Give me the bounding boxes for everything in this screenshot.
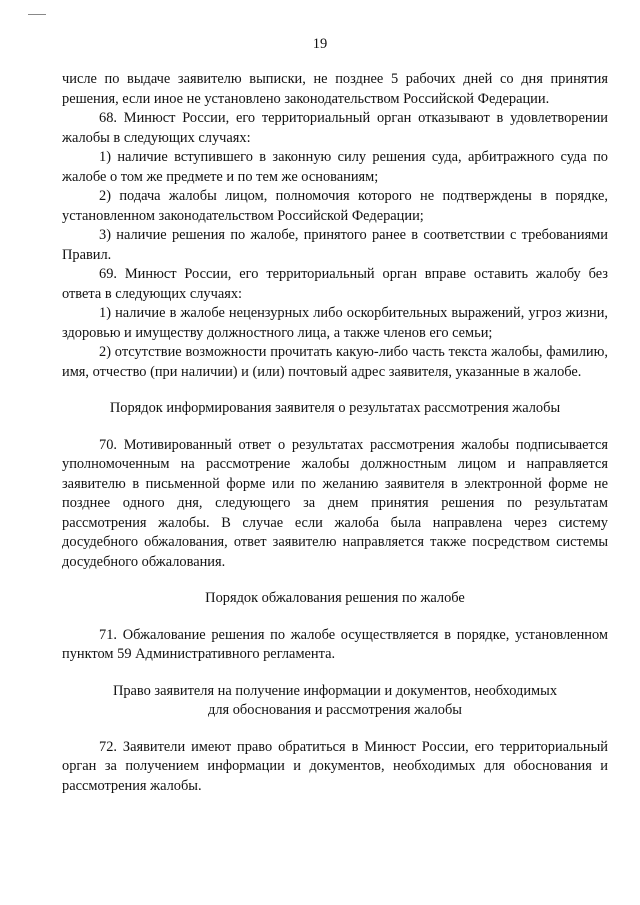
paragraph-69: 69. Минюст России, его территориальный орган вправе оставить жалобу без ответа в следующих случаях: — [62, 266, 608, 302]
document-body — [62, 70, 608, 796]
paragraph-continuation: числе по выдаче заявителю выписки, не позднее 5 рабочих дней со дня принятия решения, если иное не установлено законодательством Российской Федерации. — [62, 71, 608, 107]
paragraph-68-item-2: 2) подача жалобы лицом, полномочия которого не подтверждены в порядке, установленном законодательством Российской Федерации; — [62, 188, 608, 224]
paragraph-71: 71. Обжалование решения по жалобе осуществляется в порядке, установленном пунктом 59 Административного регламента. — [62, 626, 608, 662]
section-heading-rights-line-2: для обоснования и рассмотрения жалобы — [208, 702, 462, 718]
section-heading-rights-line-1: Право заявителя на получение информации и документов, необходимых — [112, 682, 558, 699]
paragraph-69-item-1: 1) наличие в жалобе нецензурных либо оскорбительных выражений, угроз жизни, здоровью и имуществу должностного лица, а также членов его семьи; — [62, 305, 608, 341]
paragraph-72: 72. Заявители имеют право обратиться в Минюст России, его территориальный орган за получением информации и документов, необходимых для обоснования и рассмотрения жалобы. — [62, 738, 608, 794]
paragraph-68: 68. Минюст России, его территориальный орган отказывают в удовлетворении жалобы в следующих случаях: — [62, 110, 608, 146]
paragraph-69-item-2: 2) отсутствие возможности прочитать какую-либо часть текста жалобы, фамилию, имя, отчество (при наличии) и (или) почтовый адрес заявителя, указанные в жалобе. — [62, 344, 608, 380]
corner-mark — [28, 14, 46, 15]
paragraph-68-item-3: 3) наличие решения по жалобе, принятого ранее в соответствии с требованиями Правил. — [62, 227, 608, 263]
paragraph-68-item-1: 1) наличие вступившего в законную силу решения суда, арбитражного суда по жалобе о том же предмете и по тем же основаниям; — [62, 149, 608, 185]
section-heading-appeal: Порядок обжалования решения по жалобе — [205, 590, 465, 606]
section-heading-informing: Порядок информирования заявителя о результатах рассмотрения жалобы — [109, 400, 561, 416]
section-heading-rights — [62, 682, 608, 721]
paragraph-70: 70. Мотивированный ответ о результатах рассмотрения жалобы подписывается уполномоченным на рассмотрение жалобы должностным лицом и направляется заявителю в письменной форме или по желанию заявителя в электронной форме не позднее одного дня, следующего за днем принятия решения по результатам рассмотрения жалобы. В случае если жалоба была направлена через систему досудебного обжалования, ответ заявителю направляется также посредством системы досудебного обжалования. — [62, 436, 608, 570]
page-number: 19 — [312, 36, 328, 52]
